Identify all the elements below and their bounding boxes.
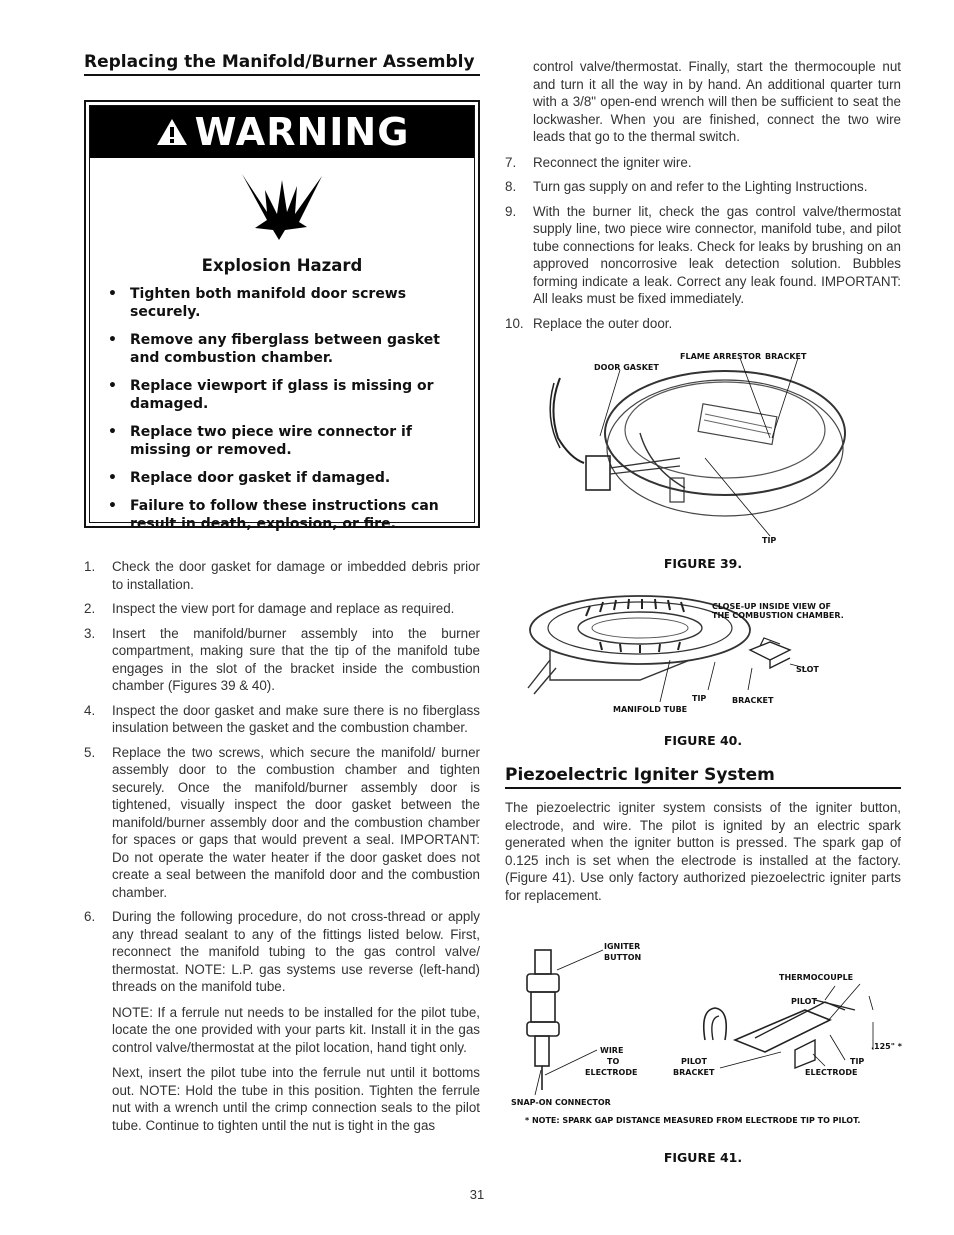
warning-banner [90,106,474,158]
warning-item: • Replace two piece wire connector if missing or removed. [104,423,456,459]
list-item: 8. Turn gas supply on and refer to the Lighting Instructions. [505,179,868,194]
label-electrode: ELECTRODE [805,1068,858,1077]
steps-list [84,558,480,1134]
warning-list [104,285,456,533]
label-closeup-1: CLOSE-UP INSIDE VIEW OF [712,602,831,611]
left-column [84,52,480,1142]
figure-39-caption: FIGURE 39. [663,556,743,571]
piezo-section [505,765,901,904]
figure-41 [505,940,901,1115]
warning-item: • Remove any fiberglass between gasket and combustion chamber. [104,331,456,367]
warning-item: • Tighten both manifold door screws securely. [104,285,456,321]
label-igniter: IGNITER [604,942,641,951]
label-flame-arrestor: FLAME ARRESTOR [680,352,762,361]
figure-40 [520,590,860,720]
warning-item: • Replace door gasket if damaged. [104,469,456,487]
list-item: 9. With the burner lit, check the gas control valve/thermostat supply line, two piece wire connector, manifold tube, and pilot tube connections for leaks. Check for leaks by brushing on an approved noncorrosive leak detection solution. Bubbles forming indicate a leak. Correct any leak found. IMPORTANT: All leaks must be fixed immediately. [505,203,901,306]
label-tip: TIP [692,694,707,703]
right-column [505,58,901,339]
steps-list-right [505,154,901,333]
list-item: 2. Inspect the view port for damage and replace as required. [84,601,455,616]
list-item: 7. Reconnect the igniter wire. [505,154,692,170]
figure-40-caption: FIGURE 40. [663,733,743,748]
list-item: 1. Check the door gasket for damage or imbedded debris prior to installation. [84,559,480,592]
explosion-icon [237,172,327,242]
label-bracket: BRACKET [765,352,807,361]
figure-39 [540,348,850,548]
label-pilot-2: PILOT [681,1057,707,1066]
piezo-title: Piezoelectric Igniter System [505,765,901,789]
warning-banner-text: WARNING [194,110,410,154]
label-slot: SLOT [796,665,819,674]
label-manifold-tube: MANIFOLD TUBE [613,705,688,714]
label-to: TO [607,1057,620,1066]
list-item: 4. Inspect the door gasket and make sure there is no fiberglass insulation between the gasket and the combustion chamber. [84,702,480,735]
warning-box [84,100,480,532]
label-door-gasket: DOOR GASKET [594,363,659,372]
label-bracket: BRACKET [732,696,774,705]
label-snap-on: SNAP-ON CONNECTOR [511,1098,611,1107]
list-item: 10. Replace the outer door. [505,315,673,331]
hazard-title: Explosion Hazard [201,256,363,275]
label-thermocouple: THERMOCOUPLE [779,973,854,982]
piezo-paragraph: The piezoelectric igniter system consists of the igniter button, electrode, and wire. The pilot is ignited by an electric spark generated when the igniter button is pressed. The spark gap of 0.125 inch is set when the electrode is installed at the factory. (Figure 41). Use only factory authorized piezoelectric igniter parts for replacement. [505,800,901,903]
igniter-illustration [505,940,901,1115]
label-bracket: BRACKET [673,1068,715,1077]
warning-item: • Replace viewport if glass is missing or damaged. [104,377,456,413]
warning-item: • Failure to follow these instructions can result in death, explosion, or fire. [104,497,456,533]
page-number: 31 [469,1187,485,1202]
section-title: Replacing the Manifold/Burner Assembly [84,52,480,76]
list-item: 3. Insert the manifold/burner assembly into the burner compartment, making sure that the tip of the manifold tube engages in the slot of the bracket inside the combustion chamber (Figures 39 & 40). [84,625,480,693]
combustion-chamber-illustration [540,348,850,548]
figure-41-caption: FIGURE 41. [663,1150,743,1165]
warning-triangle-icon [155,117,189,147]
figure-41-note: * NOTE: SPARK GAP DISTANCE MEASURED FROM ELECTRODE TIP TO PILOT. [525,1116,861,1125]
continuation-paragraph: control valve/thermostat. Finally, start the thermocouple nut and turn it all the way in by hand. An additional quarter turn with a 3/8" open-end wrench will then be sufficient to seat the lockwasher. When you are finished, connect the two wire leads that go to the thermal switch. [533,59,901,144]
label-tip: TIP [762,536,777,545]
label-button: BUTTON [604,953,642,962]
label-pilot: PILOT [791,997,817,1006]
label-wire: WIRE [600,1046,624,1055]
list-item: 5. Replace the two screws, which secure the manifold/ burner assembly door to the combustion chamber and tighten securely. Once the manifold/burner assembly door is tightened, visually inspect the door gasket between the manifold/burner assembly door and the combustion chamber for spaces or gaps that would prevent a seal. IMPORTANT: Do not operate the water heater if the door gasket does not create a seal between the manifold door and the combustion chamber. [84,744,480,900]
list-item: 6. During the following procedure, do not cross-thread or apply any thread sealant to any of the fittings listed below. First, reconnect the manifold tubing to the gas control valve/ thermostat. NOTE: L.P. gas systems use reverse (left-hand) threads on the manifold tube. NOTE: If a ferrule nut needs to be installed for the pilot tube, locate the one provided with your parts kit. Install it in the gas control valve/thermostat at the pilot location, hand tight only. Next, insert the pilot tube into the ferrule nut until it bottoms out. NOTE: Hold the tube in this position. Tighten the ferrule nut with a wrench until the crimp connection seals to the pilot tube. Continue to tighten until the nut is tight in the gas [84,909,480,1133]
label-closeup-2: THE COMBUSTION CHAMBER. [712,611,844,620]
label-gap: .125" * [871,1042,902,1051]
label-electrode-wire: ELECTRODE [585,1068,638,1077]
label-tip: TIP [850,1057,865,1066]
